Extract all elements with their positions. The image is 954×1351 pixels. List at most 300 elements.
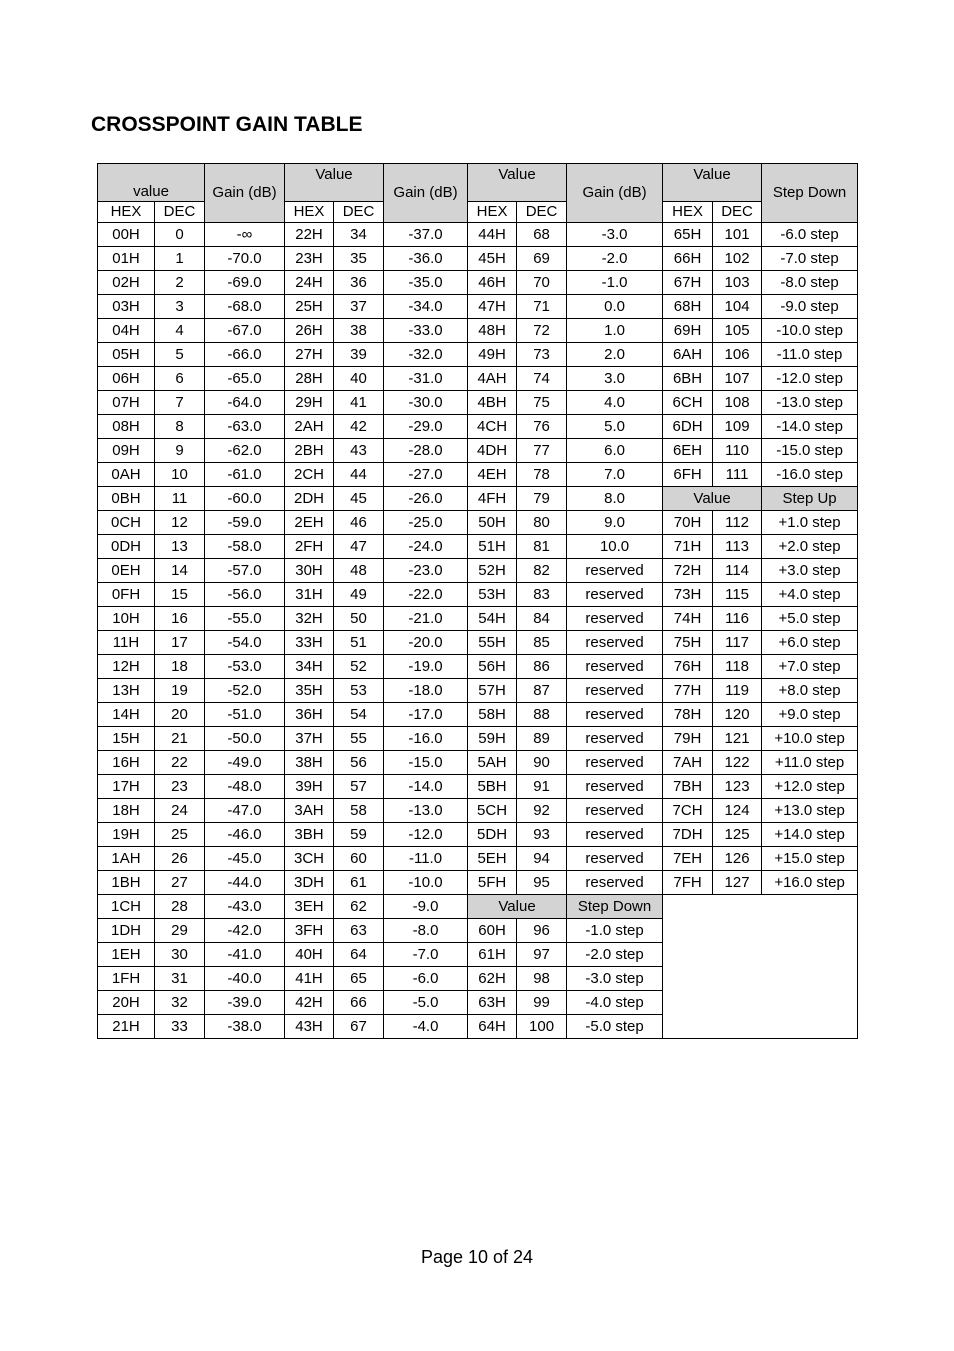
col2-dec-cell: 38 — [334, 319, 384, 343]
col1-hex-cell: 19H — [98, 823, 155, 847]
col2-dec-cell: 58 — [334, 799, 384, 823]
col3-gain-cell: reserved — [567, 679, 663, 703]
col3-hex-cell: 4AH — [468, 367, 517, 391]
col4-step-down-hex-cell: 6AH — [663, 343, 713, 367]
col3-step-down-dec-cell: 100 — [517, 1015, 567, 1039]
col4-step-up-dec-cell: 124 — [713, 799, 762, 823]
col2-gain-cell: -15.0 — [384, 751, 468, 775]
col2-hex-cell: 34H — [285, 655, 334, 679]
col3-dec-cell: 85 — [517, 631, 567, 655]
col2-gain-cell: -4.0 — [384, 1015, 468, 1039]
table-row — [98, 247, 858, 271]
col2-gain-cell: -8.0 — [384, 919, 468, 943]
col2-gain-cell: -19.0 — [384, 655, 468, 679]
col2-dec-cell: 67 — [334, 1015, 384, 1039]
col4-step-up-dec-cell: 119 — [713, 679, 762, 703]
col4-step-down-dec-cell: 108 — [713, 391, 762, 415]
col2-gain-cell: -21.0 — [384, 607, 468, 631]
col3-gain-cell: reserved — [567, 607, 663, 631]
table-row — [98, 631, 858, 655]
col3-gain-cell: reserved — [567, 775, 663, 799]
col4-step-down-hex-cell: 6DH — [663, 415, 713, 439]
col2-gain-cell: -10.0 — [384, 871, 468, 895]
col3-dec-cell: 68 — [517, 223, 567, 247]
col3-hex-cell: 4EH — [468, 463, 517, 487]
col1-dec-cell: 2 — [155, 271, 205, 295]
col2-dec-cell: 61 — [334, 871, 384, 895]
table-row — [98, 367, 858, 391]
col2-gain-cell: -14.0 — [384, 775, 468, 799]
col3-hex-cell: 4DH — [468, 439, 517, 463]
col3-dec-cell: 78 — [517, 463, 567, 487]
header-hex-1: HEX — [98, 202, 155, 223]
col2-hex-cell: 3DH — [285, 871, 334, 895]
col2-hex-cell: 28H — [285, 367, 334, 391]
col1-gain-cell: -69.0 — [205, 271, 285, 295]
col2-hex-cell: 36H — [285, 703, 334, 727]
col1-hex-cell: 16H — [98, 751, 155, 775]
col1-hex-cell: 0BH — [98, 487, 155, 511]
col1-dec-cell: 11 — [155, 487, 205, 511]
col3-hex-cell: 49H — [468, 343, 517, 367]
col4-step-up-gain-cell: +5.0 step — [762, 607, 858, 631]
col1-dec-cell: 21 — [155, 727, 205, 751]
col2-hex-cell: 3BH — [285, 823, 334, 847]
col3-hex-cell: 5AH — [468, 751, 517, 775]
col4-step-up-dec-cell: 118 — [713, 655, 762, 679]
col2-hex-cell: 29H — [285, 391, 334, 415]
col1-gain-cell: -40.0 — [205, 967, 285, 991]
col2-dec-cell: 50 — [334, 607, 384, 631]
col1-dec-cell: 24 — [155, 799, 205, 823]
col1-dec-cell: 5 — [155, 343, 205, 367]
col4-step-down-gain-cell: -12.0 step — [762, 367, 858, 391]
col3-hex-cell: 5EH — [468, 847, 517, 871]
col2-dec-cell: 49 — [334, 583, 384, 607]
col2-hex-cell: 26H — [285, 319, 334, 343]
col1-dec-cell: 8 — [155, 415, 205, 439]
col1-gain-cell: -59.0 — [205, 511, 285, 535]
col4-step-down-gain-cell: -15.0 step — [762, 439, 858, 463]
col3-gain-cell: 3.0 — [567, 367, 663, 391]
col2-hex-cell: 40H — [285, 943, 334, 967]
col2-hex-cell: 2AH — [285, 415, 334, 439]
col4-step-up-gain-cell: +10.0 step — [762, 727, 858, 751]
col2-gain-cell: -17.0 — [384, 703, 468, 727]
col2-gain-cell: -20.0 — [384, 631, 468, 655]
col1-hex-cell: 1FH — [98, 967, 155, 991]
col3-step-down-step-header: Step Down — [567, 895, 663, 919]
col1-dec-cell: 14 — [155, 559, 205, 583]
col2-hex-cell: 2FH — [285, 535, 334, 559]
col2-hex-cell: 32H — [285, 607, 334, 631]
col1-hex-cell: 13H — [98, 679, 155, 703]
col3-dec-cell: 86 — [517, 655, 567, 679]
col1-dec-cell: 0 — [155, 223, 205, 247]
col2-gain-cell: -11.0 — [384, 847, 468, 871]
col3-dec-cell: 79 — [517, 487, 567, 511]
col2-gain-cell: -26.0 — [384, 487, 468, 511]
col3-step-down-dec-cell: 96 — [517, 919, 567, 943]
header-dec-4: DEC — [713, 202, 762, 223]
col2-gain-cell: -36.0 — [384, 247, 468, 271]
col2-gain-cell: -7.0 — [384, 943, 468, 967]
header-dec-1: DEC — [155, 202, 205, 223]
col3-hex-cell: 52H — [468, 559, 517, 583]
col4-step-down-hex-cell: 68H — [663, 295, 713, 319]
col1-dec-cell: 22 — [155, 751, 205, 775]
col4-step-up-dec-cell: 120 — [713, 703, 762, 727]
col1-gain-cell: -57.0 — [205, 559, 285, 583]
col2-gain-cell: -32.0 — [384, 343, 468, 367]
col3-gain-cell: -1.0 — [567, 271, 663, 295]
col4-step-up-dec-cell: 115 — [713, 583, 762, 607]
col2-dec-cell: 53 — [334, 679, 384, 703]
col4-step-down-hex-cell: 69H — [663, 319, 713, 343]
col1-gain-cell: -56.0 — [205, 583, 285, 607]
col1-dec-cell: 26 — [155, 847, 205, 871]
col4-step-down-dec-cell: 101 — [713, 223, 762, 247]
col1-hex-cell: 14H — [98, 703, 155, 727]
table-row — [98, 391, 858, 415]
col2-dec-cell: 41 — [334, 391, 384, 415]
col2-gain-cell: -29.0 — [384, 415, 468, 439]
col2-dec-cell: 35 — [334, 247, 384, 271]
col4-step-down-hex-cell: 6BH — [663, 367, 713, 391]
col3-hex-cell: 48H — [468, 319, 517, 343]
col3-hex-cell: 4FH — [468, 487, 517, 511]
col3-gain-cell: reserved — [567, 823, 663, 847]
col3-hex-cell: 50H — [468, 511, 517, 535]
col3-hex-cell: 5FH — [468, 871, 517, 895]
col4-step-up-dec-cell: 112 — [713, 511, 762, 535]
col1-hex-cell: 0CH — [98, 511, 155, 535]
col2-dec-cell: 57 — [334, 775, 384, 799]
col1-gain-cell: -55.0 — [205, 607, 285, 631]
col1-dec-cell: 17 — [155, 631, 205, 655]
header-gain-3: Gain (dB) — [567, 164, 663, 223]
col3-gain-cell: reserved — [567, 655, 663, 679]
col2-dec-cell: 42 — [334, 415, 384, 439]
col2-dec-cell: 40 — [334, 367, 384, 391]
col4-step-up-dec-cell: 126 — [713, 847, 762, 871]
col1-hex-cell: 20H — [98, 991, 155, 1015]
col4-step-up-gain-cell: +1.0 step — [762, 511, 858, 535]
col2-dec-cell: 36 — [334, 271, 384, 295]
table-row — [98, 511, 858, 535]
table-row — [98, 535, 858, 559]
col2-gain-cell: -24.0 — [384, 535, 468, 559]
col3-step-down-hex-cell: 64H — [468, 1015, 517, 1039]
col3-hex-cell: 5CH — [468, 799, 517, 823]
col4-step-up-gain-cell: +2.0 step — [762, 535, 858, 559]
table-row — [98, 847, 858, 871]
col4-step-up-hex-cell: 70H — [663, 511, 713, 535]
col4-step-down-hex-cell: 6EH — [663, 439, 713, 463]
col2-hex-cell: 43H — [285, 1015, 334, 1039]
col2-hex-cell: 42H — [285, 991, 334, 1015]
table-row — [98, 655, 858, 679]
col1-hex-cell: 0AH — [98, 463, 155, 487]
col1-dec-cell: 4 — [155, 319, 205, 343]
empty-block — [663, 895, 858, 1039]
header-row-1 — [98, 164, 858, 202]
col2-hex-cell: 38H — [285, 751, 334, 775]
col1-gain-cell: -43.0 — [205, 895, 285, 919]
header-value-2: Value — [285, 164, 384, 202]
col2-dec-cell: 54 — [334, 703, 384, 727]
col1-gain-cell: -50.0 — [205, 727, 285, 751]
col2-hex-cell: 41H — [285, 967, 334, 991]
col2-dec-cell: 52 — [334, 655, 384, 679]
col1-dec-cell: 6 — [155, 367, 205, 391]
col3-hex-cell: 59H — [468, 727, 517, 751]
col3-dec-cell: 93 — [517, 823, 567, 847]
col3-dec-cell: 88 — [517, 703, 567, 727]
col3-hex-cell: 55H — [468, 631, 517, 655]
col1-gain-cell: -53.0 — [205, 655, 285, 679]
col1-gain-cell: -45.0 — [205, 847, 285, 871]
col4-step-up-gain-cell: +9.0 step — [762, 703, 858, 727]
col2-dec-cell: 39 — [334, 343, 384, 367]
gain-table-body — [98, 164, 858, 1039]
col4-step-up-hex-cell: 78H — [663, 703, 713, 727]
crosspoint-gain-table — [97, 163, 858, 1039]
col3-gain-cell: reserved — [567, 583, 663, 607]
col3-dec-cell: 73 — [517, 343, 567, 367]
col3-step-down-dec-cell: 99 — [517, 991, 567, 1015]
col4-step-down-hex-cell: 6CH — [663, 391, 713, 415]
col3-gain-cell: 8.0 — [567, 487, 663, 511]
col4-step-up-hex-cell: 7FH — [663, 871, 713, 895]
col1-gain-cell: -67.0 — [205, 319, 285, 343]
col1-dec-cell: 3 — [155, 295, 205, 319]
col4-step-down-gain-cell: -8.0 step — [762, 271, 858, 295]
col2-hex-cell: 35H — [285, 679, 334, 703]
col2-dec-cell: 37 — [334, 295, 384, 319]
table-row — [98, 439, 858, 463]
table-row — [98, 295, 858, 319]
col3-hex-cell: 4CH — [468, 415, 517, 439]
col3-gain-cell: 6.0 — [567, 439, 663, 463]
col4-step-down-gain-cell: -10.0 step — [762, 319, 858, 343]
col1-hex-cell: 1EH — [98, 943, 155, 967]
col3-dec-cell: 77 — [517, 439, 567, 463]
table-row — [98, 823, 858, 847]
col3-gain-cell: reserved — [567, 559, 663, 583]
col2-gain-cell: -34.0 — [384, 295, 468, 319]
col2-gain-cell: -5.0 — [384, 991, 468, 1015]
col1-hex-cell: 0EH — [98, 559, 155, 583]
col1-hex-cell: 10H — [98, 607, 155, 631]
col4-step-down-dec-cell: 103 — [713, 271, 762, 295]
col3-step-down-gain-cell: -4.0 step — [567, 991, 663, 1015]
col1-hex-cell: 03H — [98, 295, 155, 319]
col2-gain-cell: -37.0 — [384, 223, 468, 247]
col1-gain-cell: -41.0 — [205, 943, 285, 967]
col3-gain-cell: 9.0 — [567, 511, 663, 535]
col1-gain-cell: -47.0 — [205, 799, 285, 823]
col3-dec-cell: 82 — [517, 559, 567, 583]
col3-step-down-gain-cell: -2.0 step — [567, 943, 663, 967]
col1-hex-cell: 04H — [98, 319, 155, 343]
col3-dec-cell: 89 — [517, 727, 567, 751]
col2-hex-cell: 27H — [285, 343, 334, 367]
header-gain-1: Gain (dB) — [205, 164, 285, 223]
col4-step-up-gain-cell: +12.0 step — [762, 775, 858, 799]
col1-hex-cell: 1BH — [98, 871, 155, 895]
col2-dec-cell: 66 — [334, 991, 384, 1015]
col3-step-down-hex-cell: 63H — [468, 991, 517, 1015]
col3-dec-cell: 95 — [517, 871, 567, 895]
col3-step-down-gain-cell: -5.0 step — [567, 1015, 663, 1039]
col3-dec-cell: 81 — [517, 535, 567, 559]
col3-step-down-gain-cell: -1.0 step — [567, 919, 663, 943]
col3-dec-cell: 75 — [517, 391, 567, 415]
col1-gain-cell: -62.0 — [205, 439, 285, 463]
table-row — [98, 607, 858, 631]
col1-dec-cell: 10 — [155, 463, 205, 487]
col3-dec-cell: 76 — [517, 415, 567, 439]
col4-step-down-gain-cell: -16.0 step — [762, 463, 858, 487]
col1-gain-cell: -54.0 — [205, 631, 285, 655]
col1-dec-cell: 33 — [155, 1015, 205, 1039]
col4-step-up-gain-cell: +11.0 step — [762, 751, 858, 775]
col1-dec-cell: 13 — [155, 535, 205, 559]
table-row — [98, 775, 858, 799]
col1-dec-cell: 9 — [155, 439, 205, 463]
col4-step-up-dec-cell: 116 — [713, 607, 762, 631]
col1-gain-cell: -46.0 — [205, 823, 285, 847]
col4-step-up-dec-cell: 127 — [713, 871, 762, 895]
col3-hex-cell: 56H — [468, 655, 517, 679]
table-row — [98, 343, 858, 367]
col4-step-up-hex-cell: 7CH — [663, 799, 713, 823]
col2-hex-cell: 2EH — [285, 511, 334, 535]
col2-dec-cell: 46 — [334, 511, 384, 535]
col2-gain-cell: -28.0 — [384, 439, 468, 463]
col4-step-down-gain-cell: -11.0 step — [762, 343, 858, 367]
col3-gain-cell: 1.0 — [567, 319, 663, 343]
table-row — [98, 223, 858, 247]
col2-dec-cell: 59 — [334, 823, 384, 847]
col3-gain-cell: 7.0 — [567, 463, 663, 487]
header-value-1: value — [98, 164, 205, 202]
col1-gain-cell: -49.0 — [205, 751, 285, 775]
col4-step-up-hex-cell: 7AH — [663, 751, 713, 775]
col3-gain-cell: reserved — [567, 847, 663, 871]
col2-gain-cell: -6.0 — [384, 967, 468, 991]
col1-hex-cell: 18H — [98, 799, 155, 823]
col1-hex-cell: 0DH — [98, 535, 155, 559]
table-row — [98, 487, 858, 511]
col1-dec-cell: 25 — [155, 823, 205, 847]
col3-dec-cell: 90 — [517, 751, 567, 775]
col2-hex-cell: 30H — [285, 559, 334, 583]
col4-step-down-dec-cell: 109 — [713, 415, 762, 439]
col1-gain-cell: -63.0 — [205, 415, 285, 439]
table-row — [98, 751, 858, 775]
header-hex-4: HEX — [663, 202, 713, 223]
col2-dec-cell: 64 — [334, 943, 384, 967]
col3-hex-cell: 53H — [468, 583, 517, 607]
col3-hex-cell: 54H — [468, 607, 517, 631]
col1-hex-cell: 11H — [98, 631, 155, 655]
col1-dec-cell: 31 — [155, 967, 205, 991]
table-row — [98, 559, 858, 583]
col4-step-up-hex-cell: 72H — [663, 559, 713, 583]
col3-gain-cell: reserved — [567, 631, 663, 655]
col2-hex-cell: 3FH — [285, 919, 334, 943]
col4-step-up-hex-cell: 7BH — [663, 775, 713, 799]
col1-dec-cell: 7 — [155, 391, 205, 415]
col4-step-up-hex-cell: 76H — [663, 655, 713, 679]
col2-gain-cell: -35.0 — [384, 271, 468, 295]
table-row — [98, 271, 858, 295]
col4-step-down-gain-cell: -7.0 step — [762, 247, 858, 271]
table-row — [98, 415, 858, 439]
col2-hex-cell: 25H — [285, 295, 334, 319]
col1-gain-cell: -38.0 — [205, 1015, 285, 1039]
col4-step-down-hex-cell: 6FH — [663, 463, 713, 487]
col2-gain-cell: -23.0 — [384, 559, 468, 583]
col2-dec-cell: 51 — [334, 631, 384, 655]
col2-dec-cell: 55 — [334, 727, 384, 751]
page-number: Page 10 of 24 — [420, 1247, 534, 1267]
col2-dec-cell: 44 — [334, 463, 384, 487]
col1-hex-cell: 1CH — [98, 895, 155, 919]
col3-step-down-dec-cell: 98 — [517, 967, 567, 991]
col4-step-up-gain-cell: +6.0 step — [762, 631, 858, 655]
col4-step-up-hex-cell: 79H — [663, 727, 713, 751]
col1-gain-cell: -61.0 — [205, 463, 285, 487]
col3-dec-cell: 71 — [517, 295, 567, 319]
col1-gain-cell: -∞ — [205, 223, 285, 247]
col4-step-up-gain-cell: +16.0 step — [762, 871, 858, 895]
col1-gain-cell: -70.0 — [205, 247, 285, 271]
col3-gain-cell: -2.0 — [567, 247, 663, 271]
col3-step-down-value-header: Value — [468, 895, 567, 919]
col3-gain-cell: 0.0 — [567, 295, 663, 319]
col1-hex-cell: 01H — [98, 247, 155, 271]
col4-step-up-hex-cell: 73H — [663, 583, 713, 607]
col2-hex-cell: 22H — [285, 223, 334, 247]
col3-gain-cell: reserved — [567, 703, 663, 727]
col1-gain-cell: -44.0 — [205, 871, 285, 895]
col1-dec-cell: 23 — [155, 775, 205, 799]
table-row — [98, 319, 858, 343]
col4-step-down-dec-cell: 110 — [713, 439, 762, 463]
col3-dec-cell: 70 — [517, 271, 567, 295]
col4-step-down-hex-cell: 66H — [663, 247, 713, 271]
col3-hex-cell: 5BH — [468, 775, 517, 799]
col4-step-down-gain-cell: -14.0 step — [762, 415, 858, 439]
col2-dec-cell: 65 — [334, 967, 384, 991]
col4-step-up-hex-cell: 74H — [663, 607, 713, 631]
page-title: CROSSPOINT GAIN TABLE — [91, 113, 363, 136]
col2-gain-cell: -33.0 — [384, 319, 468, 343]
col2-dec-cell: 45 — [334, 487, 384, 511]
col4-step-down-dec-cell: 106 — [713, 343, 762, 367]
col3-hex-cell: 57H — [468, 679, 517, 703]
table-row — [98, 463, 858, 487]
col4-step-up-step-header: Step Up — [762, 487, 858, 511]
col3-step-down-hex-cell: 61H — [468, 943, 517, 967]
col4-step-down-hex-cell: 65H — [663, 223, 713, 247]
col4-step-up-gain-cell: +3.0 step — [762, 559, 858, 583]
col4-step-up-hex-cell: 7DH — [663, 823, 713, 847]
col4-step-up-gain-cell: +8.0 step — [762, 679, 858, 703]
